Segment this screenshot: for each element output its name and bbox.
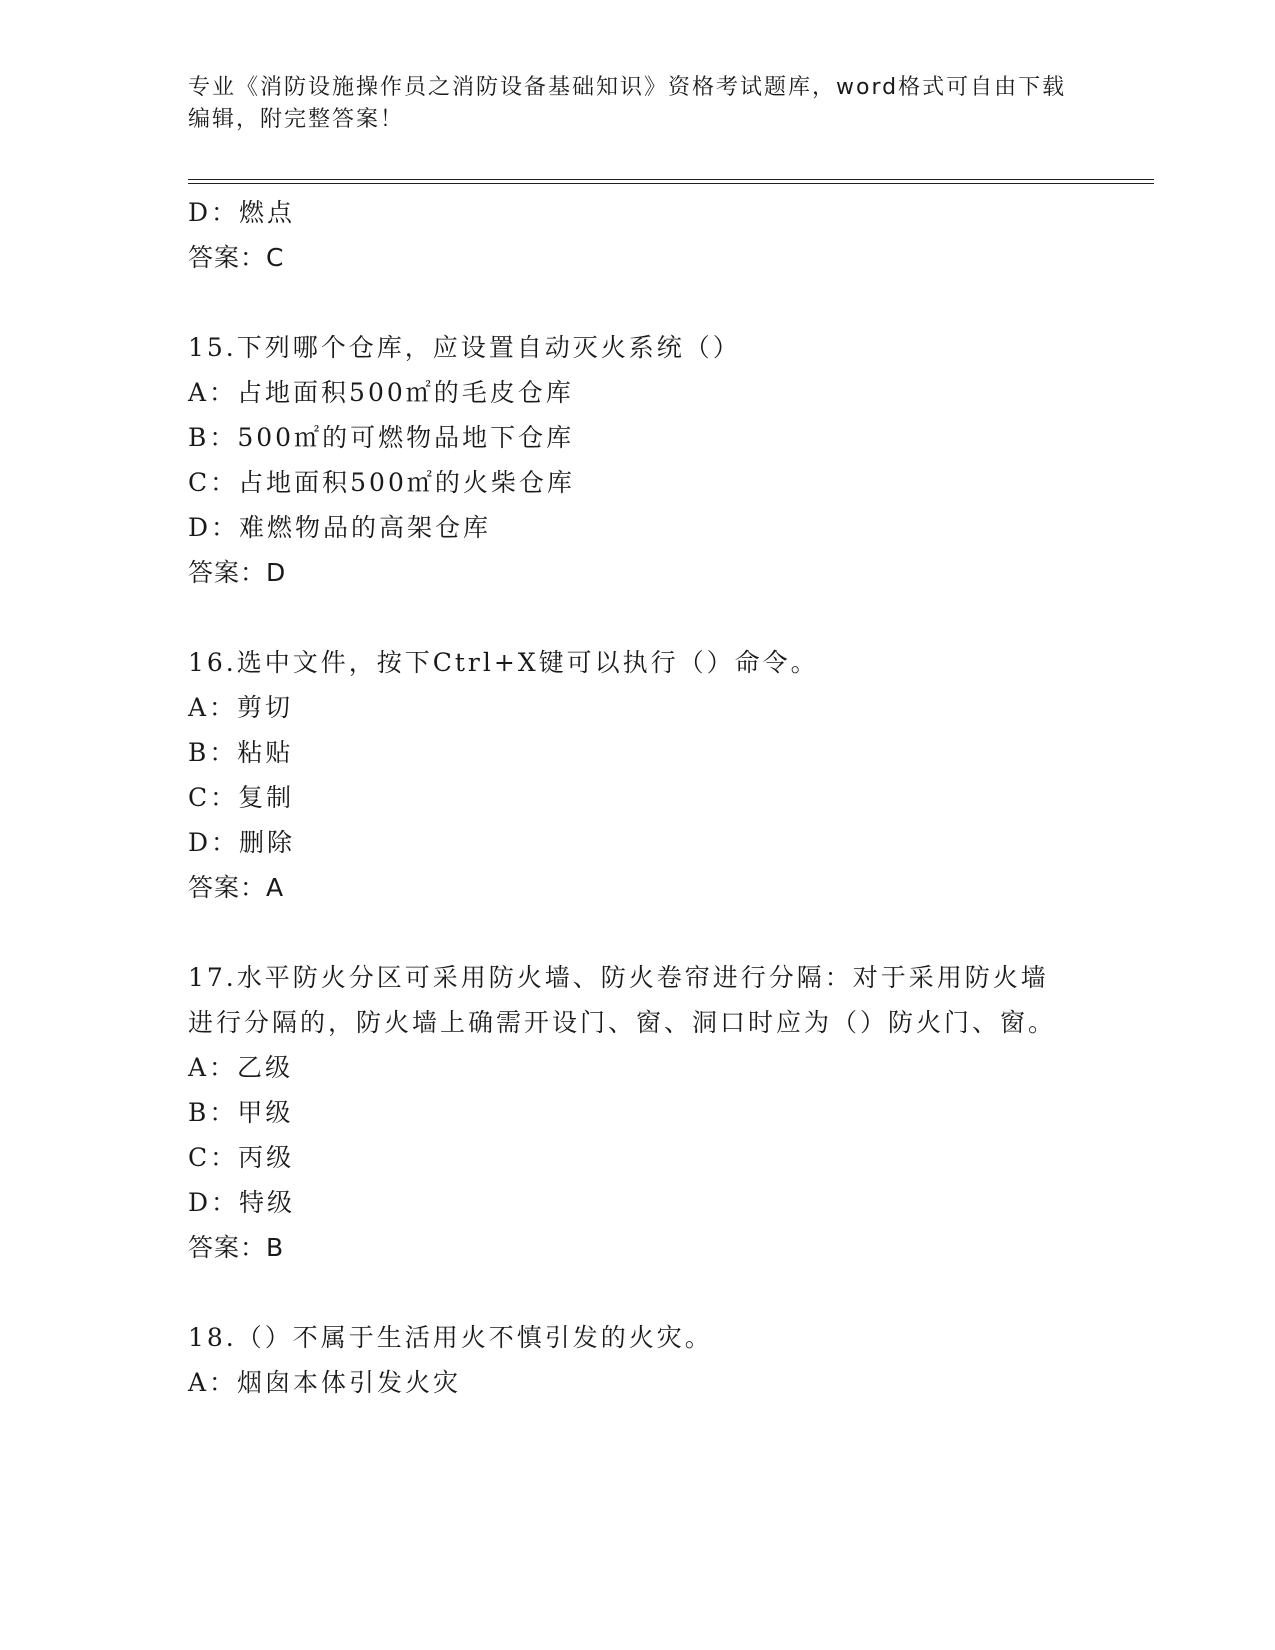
question-stem: 15.下列哪个仓库，应设置自动灭火系统（） (188, 333, 741, 362)
option-d: D：燃点 (188, 198, 296, 227)
option-b: B：甲级 (188, 1098, 294, 1127)
option-d: D：特级 (188, 1188, 296, 1217)
option-d: D：难燃物品的高架仓库 (188, 513, 492, 542)
option-c: C：复制 (188, 783, 295, 812)
answer-line: 答案：D (188, 558, 287, 587)
option-a: A：占地面积500㎡的毛皮仓库 (188, 378, 574, 407)
question-15 (188, 325, 1088, 595)
question-content (188, 190, 1088, 1405)
option-a: A：剪切 (188, 693, 294, 722)
document-header: 专业《消防设施操作员之消防设备基础知识》资格考试题库，word格式可自由下载编辑，附完整答案！ (188, 75, 1067, 132)
question-stem: 17.水平防火分区可采用防火墙、防火卷帘进行分隔：对于采用防火墙进行分隔的，防火墙上确需开设门、窗、洞口时应为（）防火门、窗。 (188, 963, 1057, 1037)
answer-line: 答案：C (188, 243, 285, 272)
option-c: C：丙级 (188, 1143, 295, 1172)
answer-line: 答案：B (188, 1233, 285, 1262)
question-17 (188, 955, 1088, 1270)
question-stem: 16.选中文件，按下Ctrl+X键可以执行（）命令。 (188, 648, 819, 677)
previous-question-tail (188, 190, 1088, 280)
option-b: B：500㎡的可燃物品地下仓库 (188, 423, 575, 452)
question-16 (188, 640, 1088, 910)
header-divider (188, 179, 1154, 184)
option-a: A：乙级 (188, 1053, 294, 1082)
option-d: D：删除 (188, 828, 296, 857)
question-stem: 18.（）不属于生活用火不慎引发的火灾。 (188, 1323, 713, 1352)
option-c: C：占地面积500㎡的火柴仓库 (188, 468, 575, 497)
option-b: B：粘贴 (188, 738, 294, 767)
answer-line: 答案：A (188, 873, 285, 902)
option-a: A：烟囱本体引发火灾 (188, 1368, 462, 1397)
question-18 (188, 1315, 1088, 1405)
